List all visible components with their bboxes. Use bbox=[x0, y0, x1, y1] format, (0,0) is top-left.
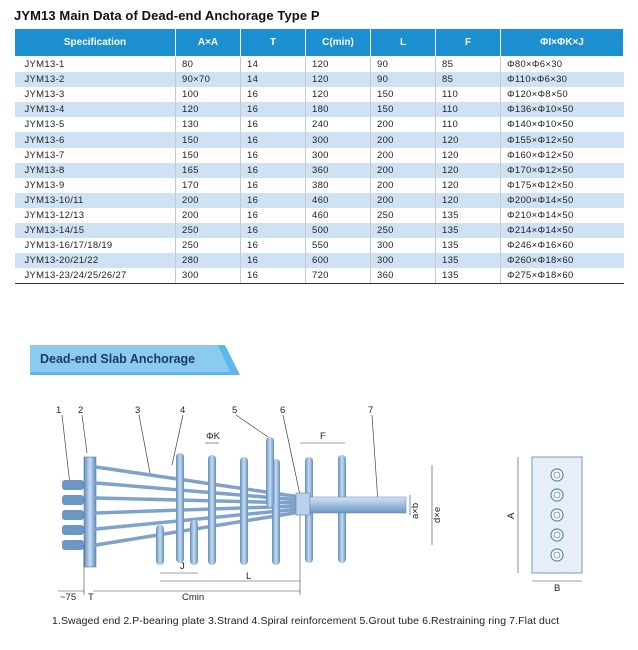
cell-f: 135 bbox=[436, 253, 501, 268]
cell-l: 200 bbox=[371, 117, 436, 132]
cell-specification: JYM13-16/17/18/19 bbox=[15, 238, 176, 253]
table-row bbox=[15, 117, 624, 132]
cell-t: 16 bbox=[241, 87, 306, 102]
cell-t: 16 bbox=[241, 132, 306, 147]
cell-specification: JYM13-1 bbox=[15, 57, 176, 73]
col-header-cmin: C(min) bbox=[306, 29, 371, 57]
cell-cmin: 300 bbox=[306, 148, 371, 163]
cell-specification: JYM13-7 bbox=[15, 148, 176, 163]
cell-specification: JYM13-23/24/25/26/27 bbox=[15, 268, 176, 284]
cell-cmin: 460 bbox=[306, 193, 371, 208]
part-number-1: 1 bbox=[56, 405, 62, 416]
cell-f: 120 bbox=[436, 178, 501, 193]
part-number-7: 7 bbox=[368, 405, 374, 416]
cell-t: 16 bbox=[241, 102, 306, 117]
cell-t: 16 bbox=[241, 208, 306, 223]
cell-dims: Φ136×Φ10×50 bbox=[501, 102, 624, 117]
cell-l: 150 bbox=[371, 87, 436, 102]
cell-specification: JYM13-9 bbox=[15, 178, 176, 193]
table-row bbox=[15, 208, 624, 223]
table-row bbox=[15, 238, 624, 253]
cell-dims: Φ246×Φ16×60 bbox=[501, 238, 624, 253]
col-header-specification: Specification bbox=[15, 29, 176, 57]
cell-t: 16 bbox=[241, 268, 306, 284]
part-leaders bbox=[62, 415, 378, 503]
cell-f: 110 bbox=[436, 102, 501, 117]
cell-cmin: 180 bbox=[306, 102, 371, 117]
cell-dims: Φ260×Φ18×60 bbox=[501, 253, 624, 268]
dim-label-l: L bbox=[246, 571, 252, 582]
table-row bbox=[15, 268, 624, 284]
restraining-ring bbox=[296, 493, 310, 515]
cell-axa: 100 bbox=[176, 87, 241, 102]
cell-t: 16 bbox=[241, 148, 306, 163]
cell-cmin: 500 bbox=[306, 223, 371, 238]
cell-axa: 120 bbox=[176, 102, 241, 117]
cell-axa: 165 bbox=[176, 163, 241, 178]
cell-f: 135 bbox=[436, 268, 501, 284]
cell-f: 120 bbox=[436, 148, 501, 163]
cell-specification: JYM13-4 bbox=[15, 102, 176, 117]
dim-label-tilde75: ~75 bbox=[60, 592, 77, 603]
table-body bbox=[15, 57, 624, 284]
cell-l: 200 bbox=[371, 163, 436, 178]
table-row bbox=[15, 253, 624, 268]
cell-specification: JYM13-5 bbox=[15, 117, 176, 132]
cell-cmin: 720 bbox=[306, 268, 371, 284]
part-number-6: 6 bbox=[280, 405, 286, 416]
cell-specification: JYM13-14/15 bbox=[15, 223, 176, 238]
cell-axa: 200 bbox=[176, 208, 241, 223]
grout-tube bbox=[266, 437, 274, 507]
cell-specification: JYM13-6 bbox=[15, 132, 176, 147]
cell-f: 110 bbox=[436, 117, 501, 132]
bearing-plate bbox=[84, 457, 96, 567]
table-row bbox=[15, 163, 624, 178]
dim-label-f: F bbox=[320, 431, 326, 442]
cell-t: 16 bbox=[241, 253, 306, 268]
dim-label-t: T bbox=[88, 592, 94, 603]
spec-table bbox=[14, 28, 624, 284]
part-number-2: 2 bbox=[78, 405, 84, 416]
table-row bbox=[15, 72, 624, 87]
dim-label-a: A bbox=[506, 512, 517, 519]
parts-caption: 1.Swaged end 2.P-bearing plate 3.Strand 4.Spiral reinforcement 5.Grout tube 6.Restraining ring 7.Flat duct bbox=[52, 615, 560, 627]
cell-dims: Φ200×Φ14×50 bbox=[501, 193, 624, 208]
cell-axa: 200 bbox=[176, 193, 241, 208]
table-header-row bbox=[15, 29, 624, 57]
table-row bbox=[15, 148, 624, 163]
cell-dims: Φ275×Φ18×60 bbox=[501, 268, 624, 284]
part-number-5: 5 bbox=[232, 405, 238, 416]
dim-label-axb: a×b bbox=[410, 502, 421, 519]
cell-l: 360 bbox=[371, 268, 436, 284]
cell-cmin: 380 bbox=[306, 178, 371, 193]
cell-f: 85 bbox=[436, 72, 501, 87]
cell-dims: Φ214×Φ14×50 bbox=[501, 223, 624, 238]
dimension-lines bbox=[58, 443, 582, 595]
col-header-t: T bbox=[241, 29, 306, 57]
anchorage-diagram bbox=[0, 395, 638, 610]
cell-l: 300 bbox=[371, 238, 436, 253]
table-row bbox=[15, 102, 624, 117]
cell-axa: 150 bbox=[176, 148, 241, 163]
cell-l: 200 bbox=[371, 178, 436, 193]
cell-axa: 90×70 bbox=[176, 72, 241, 87]
cell-cmin: 460 bbox=[306, 208, 371, 223]
swaged-ends bbox=[62, 480, 84, 550]
cell-f: 110 bbox=[436, 87, 501, 102]
cell-t: 16 bbox=[241, 238, 306, 253]
col-header-dims: ΦI×ΦK×J bbox=[501, 29, 624, 57]
cell-dims: Φ160×Φ12×50 bbox=[501, 148, 624, 163]
cell-f: 85 bbox=[436, 57, 501, 73]
cell-dims: Φ80×Φ6×30 bbox=[501, 57, 624, 73]
cell-specification: JYM13-10/11 bbox=[15, 193, 176, 208]
cell-specification: JYM13-20/21/22 bbox=[15, 253, 176, 268]
table-row bbox=[15, 132, 624, 147]
cell-dims: Φ210×Φ14×50 bbox=[501, 208, 624, 223]
table-row bbox=[15, 178, 624, 193]
cell-axa: 280 bbox=[176, 253, 241, 268]
cell-dims: Φ170×Φ12×50 bbox=[501, 163, 624, 178]
cell-f: 120 bbox=[436, 132, 501, 147]
dim-label-cmin: Cmin bbox=[182, 592, 205, 603]
cell-specification: JYM13-8 bbox=[15, 163, 176, 178]
cell-axa: 80 bbox=[176, 57, 241, 73]
table-row bbox=[15, 87, 624, 102]
cell-l: 90 bbox=[371, 72, 436, 87]
part-number-3: 3 bbox=[135, 405, 141, 416]
cell-f: 120 bbox=[436, 193, 501, 208]
cell-l: 200 bbox=[371, 132, 436, 147]
cell-t: 14 bbox=[241, 57, 306, 73]
table-row bbox=[15, 193, 624, 208]
cell-cmin: 240 bbox=[306, 117, 371, 132]
cell-specification: JYM13-3 bbox=[15, 87, 176, 102]
cell-t: 16 bbox=[241, 223, 306, 238]
dim-label-dxe: d×e bbox=[432, 506, 443, 523]
part-number-4: 4 bbox=[180, 405, 186, 416]
dim-label-phik: ΦK bbox=[206, 431, 220, 442]
page-title: JYM13 Main Data of Dead-end Anchorage Type P bbox=[14, 8, 320, 23]
cell-dims: Φ175×Φ12×50 bbox=[501, 178, 624, 193]
dim-label-j: J bbox=[180, 561, 185, 572]
col-header-l: L bbox=[371, 29, 436, 57]
cell-l: 250 bbox=[371, 223, 436, 238]
cell-cmin: 300 bbox=[306, 132, 371, 147]
cell-cmin: 120 bbox=[306, 87, 371, 102]
cell-cmin: 550 bbox=[306, 238, 371, 253]
cell-l: 250 bbox=[371, 208, 436, 223]
cell-l: 300 bbox=[371, 253, 436, 268]
col-header-axa: A×A bbox=[176, 29, 241, 57]
cell-cmin: 120 bbox=[306, 57, 371, 73]
cell-axa: 170 bbox=[176, 178, 241, 193]
cell-f: 135 bbox=[436, 223, 501, 238]
cell-dims: Φ110×Φ6×30 bbox=[501, 72, 624, 87]
cell-t: 16 bbox=[241, 178, 306, 193]
cell-axa: 300 bbox=[176, 268, 241, 284]
dim-label-b: B bbox=[554, 583, 561, 594]
cell-cmin: 120 bbox=[306, 72, 371, 87]
cell-l: 150 bbox=[371, 102, 436, 117]
cell-l: 200 bbox=[371, 193, 436, 208]
table-row bbox=[15, 57, 624, 73]
cell-t: 16 bbox=[241, 117, 306, 132]
table-row bbox=[15, 223, 624, 238]
cell-specification: JYM13-2 bbox=[15, 72, 176, 87]
cell-f: 120 bbox=[436, 163, 501, 178]
cell-t: 16 bbox=[241, 163, 306, 178]
col-header-f: F bbox=[436, 29, 501, 57]
cell-dims: Φ120×Φ8×50 bbox=[501, 87, 624, 102]
cell-l: 90 bbox=[371, 57, 436, 73]
cell-axa: 250 bbox=[176, 238, 241, 253]
cell-specification: JYM13-12/13 bbox=[15, 208, 176, 223]
flat-duct bbox=[310, 497, 406, 513]
cell-dims: Φ155×Φ12×50 bbox=[501, 132, 624, 147]
cell-axa: 250 bbox=[176, 223, 241, 238]
cell-f: 135 bbox=[436, 238, 501, 253]
cell-axa: 130 bbox=[176, 117, 241, 132]
cell-dims: Φ140×Φ10×50 bbox=[501, 117, 624, 132]
cell-cmin: 360 bbox=[306, 163, 371, 178]
end-view bbox=[532, 457, 582, 573]
cell-f: 135 bbox=[436, 208, 501, 223]
cell-t: 16 bbox=[241, 193, 306, 208]
section-title: Dead-end Slab Anchorage bbox=[40, 352, 196, 366]
cell-axa: 150 bbox=[176, 132, 241, 147]
cell-t: 14 bbox=[241, 72, 306, 87]
cell-l: 200 bbox=[371, 148, 436, 163]
cell-cmin: 600 bbox=[306, 253, 371, 268]
